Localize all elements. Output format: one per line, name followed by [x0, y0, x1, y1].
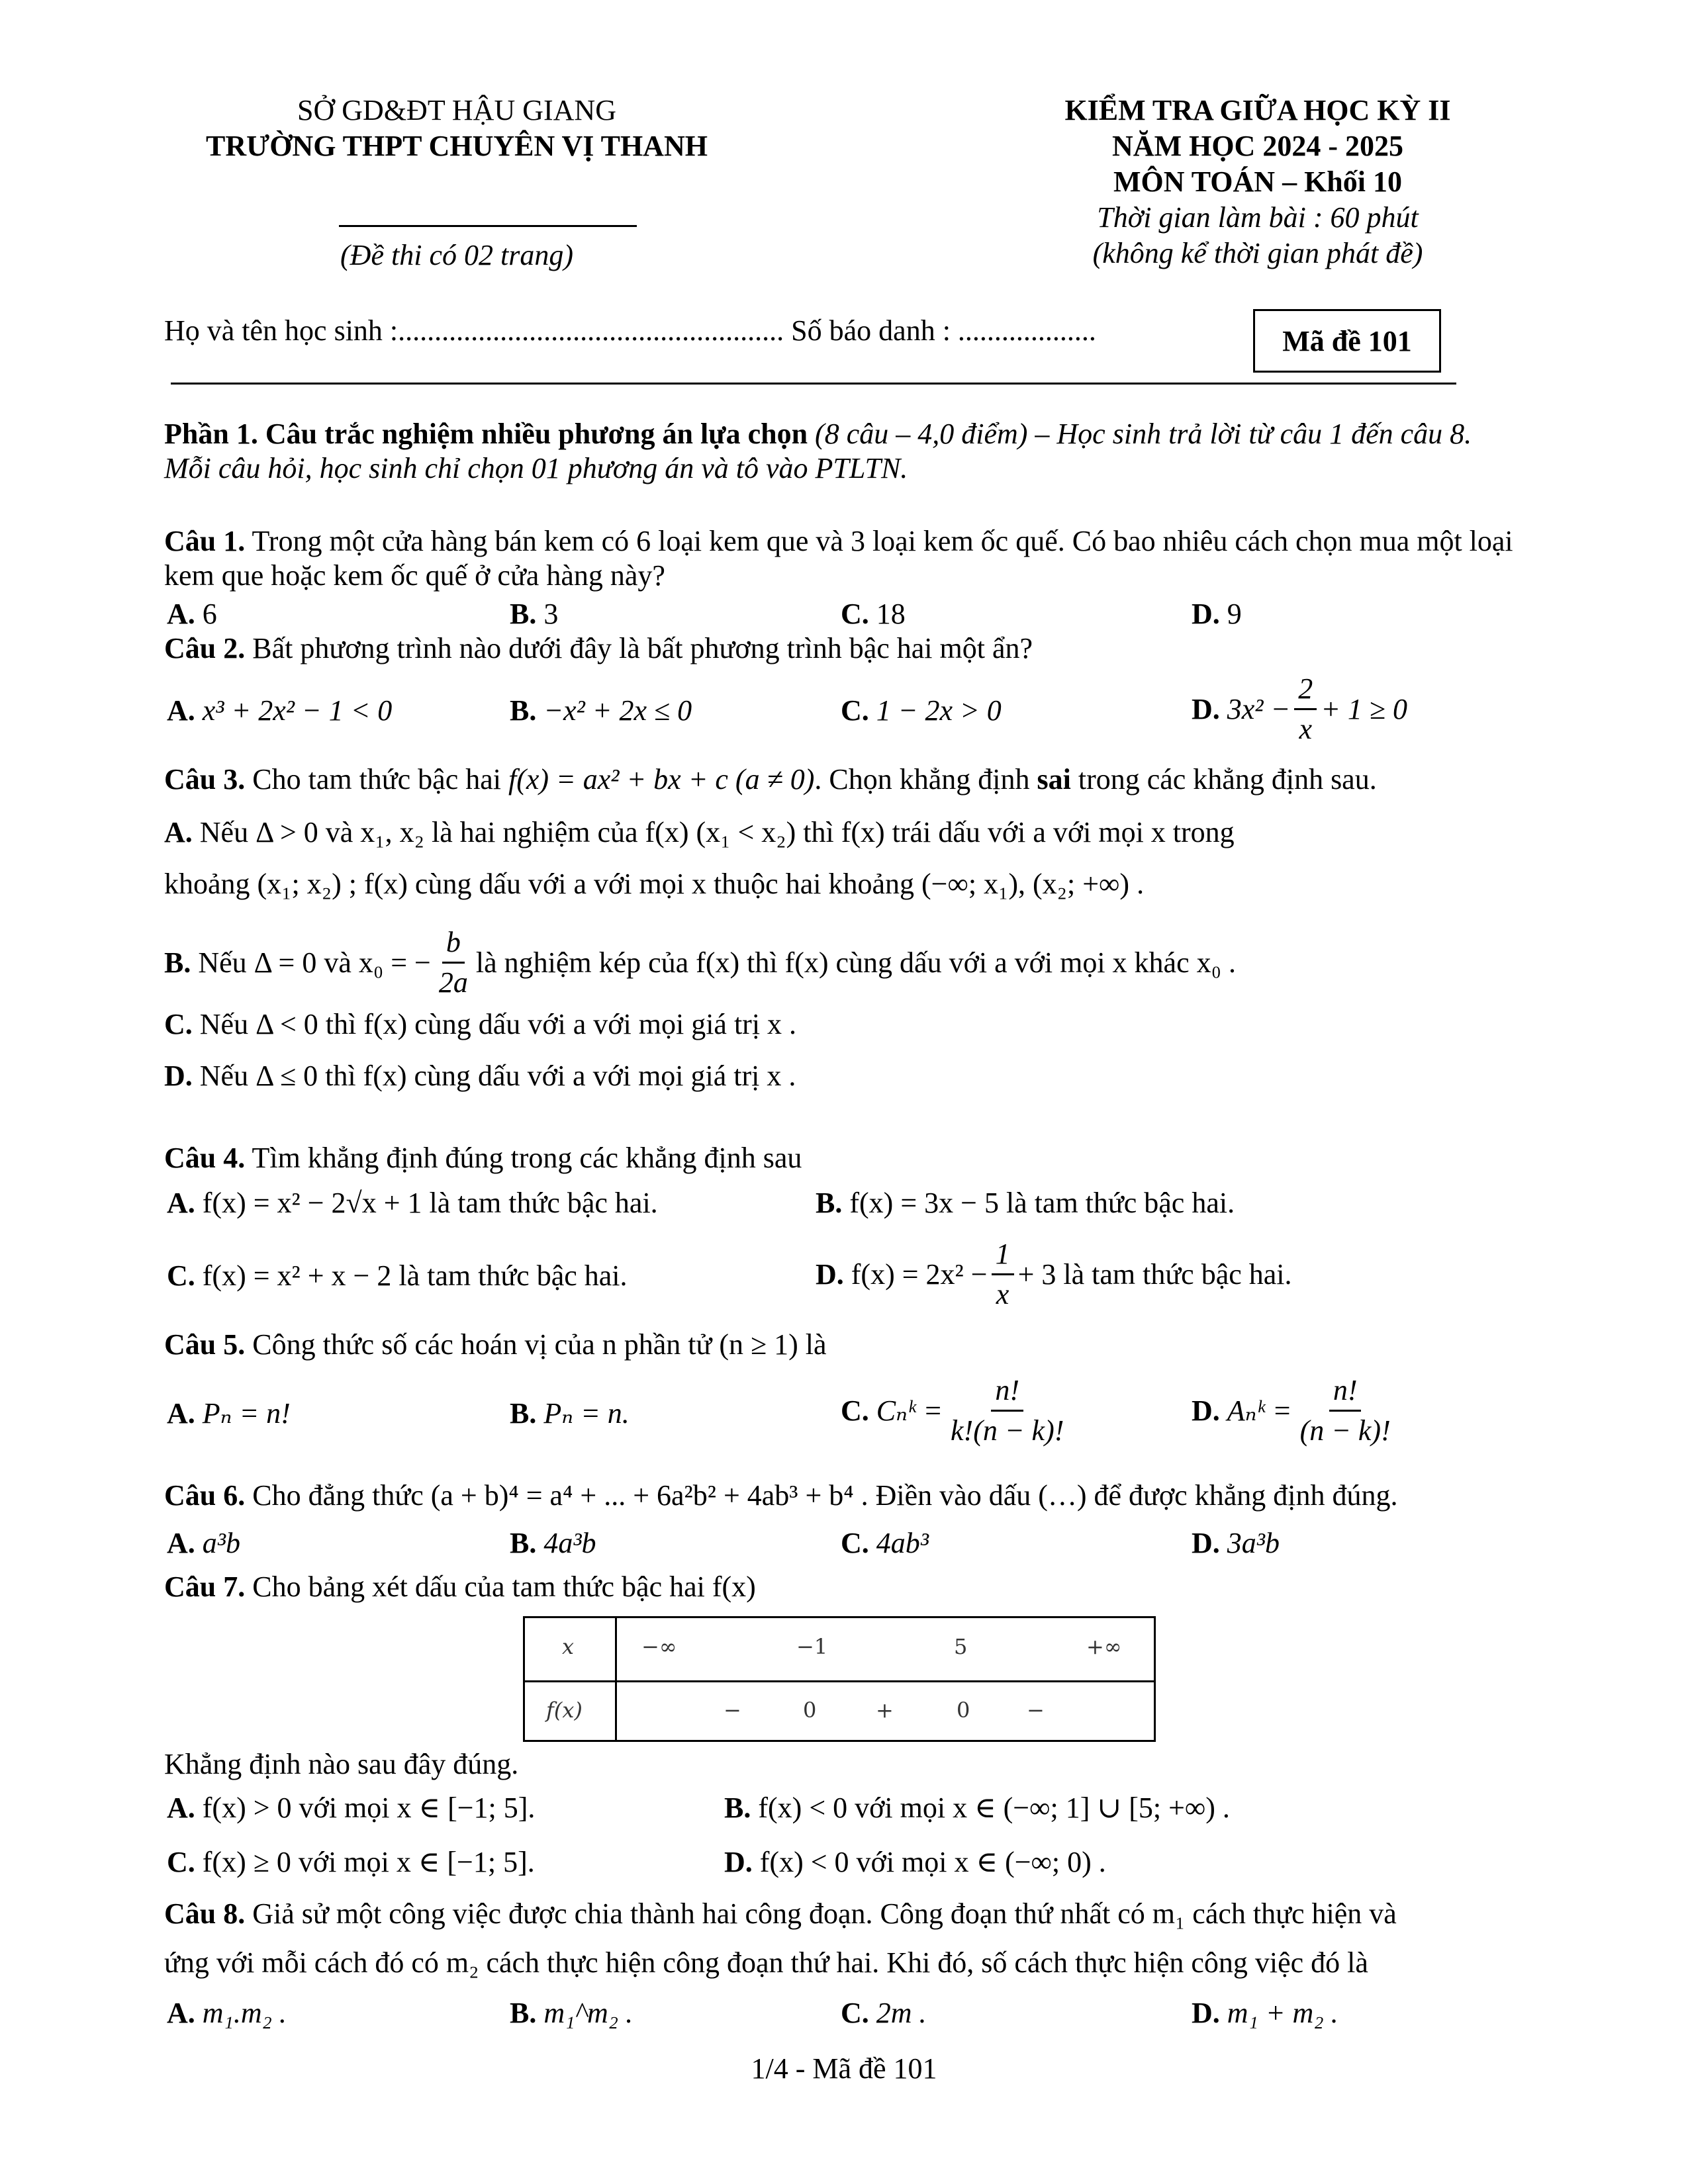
q1-label: Câu 1.	[164, 525, 246, 557]
question-6: Câu 6. Cho đẳng thức (a + b)⁴ = a⁴ + ... + 6a²b² + 4ab³ + b⁴ . Điền vào dấu (…) để được khẳng định đúng.	[164, 1479, 1398, 1512]
header-rule	[171, 383, 1456, 385]
q7-question: Khẳng định nào sau đây đúng.	[164, 1748, 519, 1780]
q1-option-d[interactable]: D. 9	[1192, 598, 1242, 630]
part1-title	[164, 417, 1521, 486]
question-4: Câu 4. Tìm khẳng định đúng trong các khẳng định sau	[164, 1142, 802, 1174]
q2-option-b[interactable]: B. −x² + 2x ≤ 0	[510, 694, 692, 727]
department: SỞ GD&ĐT HẬU GIANG	[297, 94, 616, 126]
q6-option-d[interactable]: D. 3a³b	[1192, 1527, 1280, 1559]
subject: MÔN TOÁN – Khối 10	[1113, 165, 1402, 198]
q7-option-c[interactable]: C. f(x) ≥ 0 với mọi x ∈ [−1; 5].	[167, 1846, 535, 1878]
sign-table-vline	[615, 1618, 617, 1740]
q1-option-b[interactable]: B. 3	[510, 598, 559, 630]
sign-table-sign: +	[876, 1698, 894, 1723]
q7-option-b[interactable]: B. f(x) < 0 với mọi x ∈ (−∞; 1] ∪ [5; +∞) .	[724, 1792, 1230, 1824]
q4-option-a[interactable]: A. f(x) = x² − 2√x + 1 là tam thức bậc hai.	[167, 1187, 658, 1219]
q6-option-b[interactable]: B. 4a³b	[510, 1527, 596, 1559]
question-3: Câu 3. Cho tam thức bậc hai f(x) = ax² + bx + c (a ≠ 0). Chọn khẳng định sai trong các khẳng định sau.	[164, 763, 1377, 796]
q5-option-c[interactable]: C. Cₙᵏ = $\frac{n!}{k!(n - k)!}$	[841, 1371, 1072, 1450]
q4-option-b[interactable]: B. f(x) = 3x − 5 là tam thức bậc hai.	[816, 1187, 1235, 1219]
header-divider	[339, 225, 637, 227]
sign-table-sign: −	[1027, 1698, 1045, 1723]
question-8-cont: ứng với mỗi cách đó có m₂ cách thực hiện công đoạn thứ hai. Khi đó, số cách thực hiện công việc đó là	[164, 1946, 1368, 1979]
question-2: Câu 2. Bất phương trình nào dưới đây là bất phương trình bậc hai một ẩn?	[164, 632, 1033, 664]
sign-table-x-val: −1	[796, 1634, 828, 1659]
exam-code-box: Mã đề 101	[1253, 309, 1441, 373]
exam-time: Thời gian làm bài : 60 phút	[1097, 201, 1419, 234]
q1-option-a[interactable]: A. 6	[167, 598, 217, 630]
sign-table-hline	[525, 1680, 1154, 1682]
sign-table-x-val: 5	[954, 1634, 968, 1659]
q3-option-b[interactable]: B. Nếu Δ = 0 và x₀ = − $\frac{b}{2a}$ là nghiệm kép của f(x) thì f(x) cùng dấu với a với mọi x khác x₀ .	[164, 923, 1236, 1002]
q4-option-c[interactable]: C. f(x) = x² + x − 2 là tam thức bậc hai.	[167, 1259, 628, 1292]
q7-option-a[interactable]: A. f(x) > 0 với mọi x ∈ [−1; 5].	[167, 1792, 536, 1824]
question-5: Câu 5. Công thức số các hoán vị của n phần tử (n ≥ 1) là	[164, 1328, 827, 1361]
q8-option-d[interactable]: D. m₁ + m₂ .	[1192, 1997, 1338, 2029]
sign-table-x-val: +∞	[1086, 1634, 1122, 1659]
q2-option-a[interactable]: A. x³ + 2x² − 1 < 0	[167, 694, 393, 727]
q3-option-a[interactable]: A. Nếu Δ > 0 và x₁, x₂ là hai nghiệm của f(x) (x₁ < x₂) thì f(x) trái dấu với a với mọi x trong	[164, 816, 1235, 848]
pages-note: (Đề thi có 02 trang)	[340, 239, 573, 271]
sign-table-x-val: −∞	[641, 1634, 677, 1659]
exam-title: KIỂM TRA GIỮA HỌC KỲ II	[1064, 94, 1451, 126]
q8-option-c[interactable]: C. 2m .	[841, 1997, 927, 2029]
page-footer: 1/4 - Mã đề 101	[751, 2052, 937, 2085]
sign-table-x-head: x	[562, 1634, 575, 1659]
header-right	[960, 93, 1556, 271]
q1-text: Trong một cửa hàng bán kem có 6 loại kem que và 3 loại kem ốc quế. Có bao nhiêu cách chọn mua một loại kem que hoặc kem ốc quế ở cửa hàng này?	[164, 525, 1513, 592]
q8-option-b[interactable]: B. m₁^m₂ .	[510, 1997, 633, 2029]
student-info-line: Họ và tên học sinh :..................................................... Số báo danh : ...................	[164, 314, 1096, 347]
q4-option-d[interactable]: D. f(x) = 2x² − $\frac{1}{x}$ + 3 là tam thức bậc hai.	[816, 1235, 1292, 1314]
part1-title-italic: (8 câu – 4,0 điểm) – Học sinh trả lời từ câu 1 đến câu 8. Mỗi câu hỏi, học sinh chỉ chọn 01 phương án và tô vào PTLTN.	[164, 418, 1472, 484]
question-7: Câu 7. Cho bảng xét dấu của tam thức bậc hai f(x)	[164, 1570, 756, 1603]
q1-option-c[interactable]: C. 18	[841, 598, 906, 630]
sign-table-sign: 0	[957, 1698, 970, 1723]
q8-option-a[interactable]: A. m₁.m₂ .	[167, 1997, 287, 2029]
part1-title-bold: Phần 1. Câu trắc nghiệm nhiều phương án lựa chọn	[164, 418, 808, 450]
q5-option-d[interactable]: D. Aₙᵏ = $\frac{n!}{(n - k)!}$	[1192, 1371, 1399, 1450]
q7-option-d[interactable]: D. f(x) < 0 với mọi x ∈ (−∞; 0) .	[724, 1846, 1106, 1878]
sign-table-fx-head: f(x)	[546, 1698, 583, 1723]
exam-time-note: (không kể thời gian phát đề)	[1092, 237, 1423, 269]
sign-table	[523, 1616, 1156, 1742]
question-1	[164, 524, 1521, 593]
q3-option-d[interactable]: D. Nếu Δ ≤ 0 thì f(x) cùng dấu với a với mọi giá trị x .	[164, 1060, 796, 1092]
q5-option-b[interactable]: B. Pₙ = n.	[510, 1397, 630, 1430]
q3-option-a-cont: khoảng (x₁; x₂) ; f(x) cùng dấu với a với mọi x thuộc hai khoảng (−∞; x₁), (x₂; +∞) .	[164, 868, 1145, 900]
header-left	[159, 93, 755, 164]
q2-option-d[interactable]: D. 3x² − $\frac{2}{x}$ + 1 ≥ 0	[1192, 670, 1407, 749]
school-year: NĂM HỌC 2024 - 2025	[1112, 130, 1403, 162]
sign-table-sign: 0	[803, 1698, 817, 1723]
q2-option-c[interactable]: C. 1 − 2x > 0	[841, 694, 1002, 727]
q6-option-a[interactable]: A. a³b	[167, 1527, 240, 1559]
q3-option-c[interactable]: C. Nếu Δ < 0 thì f(x) cùng dấu với a với mọi giá trị x .	[164, 1008, 797, 1040]
q5-option-a[interactable]: A. Pₙ = n!	[167, 1397, 291, 1430]
q6-option-c[interactable]: C. 4ab³	[841, 1527, 929, 1559]
sign-table-sign: −	[724, 1698, 741, 1723]
school-name: TRƯỜNG THPT CHUYÊN VỊ THANH	[206, 130, 708, 162]
question-8: Câu 8. Giả sử một công việc được chia thành hai công đoạn. Công đoạn thứ nhất có m₁ cách thực hiện và	[164, 1897, 1397, 1930]
